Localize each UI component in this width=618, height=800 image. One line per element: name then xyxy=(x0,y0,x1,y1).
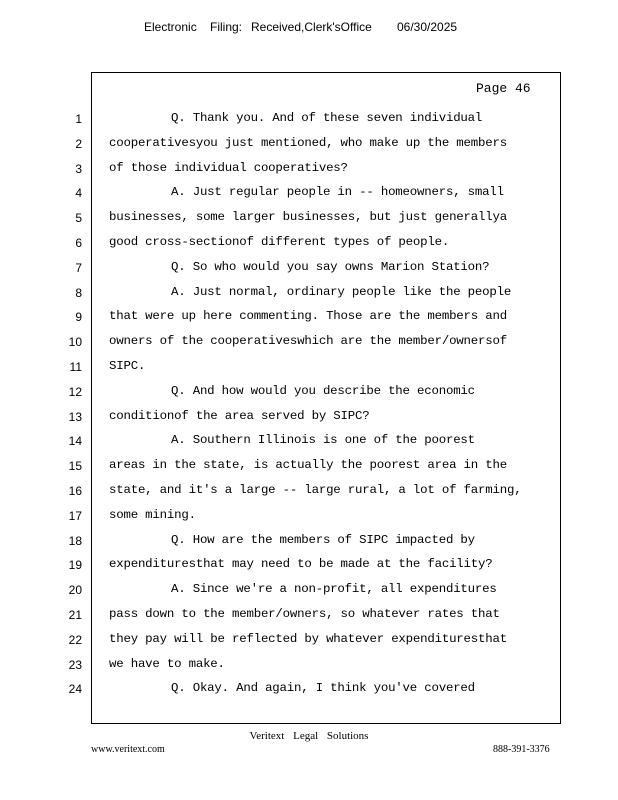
transcript-line xyxy=(0,479,618,504)
transcript-line xyxy=(0,281,618,306)
transcript-line xyxy=(0,330,618,355)
line-number: 21 xyxy=(68,607,82,622)
line-text: Q. And how would you describe the economic xyxy=(171,383,475,398)
transcript-line xyxy=(0,653,618,678)
line-number: 16 xyxy=(68,483,82,498)
line-number: 23 xyxy=(68,657,82,672)
transcript-line xyxy=(0,454,618,479)
transcript-line xyxy=(0,380,618,405)
transcript-line xyxy=(0,628,618,653)
transcript-line xyxy=(0,603,618,628)
transcript-line xyxy=(0,429,618,454)
line-text: of those individual cooperatives? xyxy=(109,160,348,175)
header-received: Received,Clerk'sOffice xyxy=(251,20,372,34)
line-text: that were up here commenting. Those are the members and xyxy=(109,309,507,324)
line-number: 1 xyxy=(75,112,82,126)
transcript-line xyxy=(0,256,618,281)
transcript-line xyxy=(0,157,618,182)
line-number: 17 xyxy=(68,508,82,523)
header-filing: Filing: xyxy=(210,20,243,34)
line-number: 8 xyxy=(75,285,82,300)
header-electronic: Electronic xyxy=(144,20,197,34)
line-text: cooperativesyou just mentioned, who make up the members xyxy=(109,135,507,150)
line-text: conditionof the area served by SIPC? xyxy=(109,408,370,423)
transcript-line xyxy=(0,107,618,132)
line-number: 5 xyxy=(75,211,82,226)
line-text: they pay will be reflected by whatever expendituresthat xyxy=(109,631,507,646)
line-text: we have to make. xyxy=(109,656,225,671)
transcript-line xyxy=(0,504,618,529)
line-number: 19 xyxy=(68,558,82,573)
filing-stamp-header xyxy=(0,20,618,38)
transcript-line xyxy=(0,305,618,330)
line-number: 20 xyxy=(68,583,82,598)
line-number: 13 xyxy=(68,409,82,424)
line-number: 2 xyxy=(75,136,82,151)
line-number: 22 xyxy=(68,632,82,647)
line-text: businesses, some larger businesses, but just generallya xyxy=(109,210,507,225)
line-text: state, and it's a large -- large rural, a lot of farming, xyxy=(109,482,522,497)
line-number: 15 xyxy=(68,459,82,474)
footer-company: Veritext Legal Solutions xyxy=(249,730,369,742)
footer-website: www.veritext.com xyxy=(91,744,165,755)
transcript-line xyxy=(0,132,618,157)
line-text: some mining. xyxy=(109,507,196,522)
line-number: 18 xyxy=(68,533,82,548)
transcript-line xyxy=(0,578,618,603)
line-text: owners of the cooperativeswhich are the member/ownersof xyxy=(109,334,507,349)
transcript-line xyxy=(0,405,618,430)
line-number: 7 xyxy=(75,260,82,275)
transcript-line xyxy=(0,553,618,578)
line-text: A. Southern Illinois is one of the poorest xyxy=(171,433,475,448)
transcript-line xyxy=(0,231,618,256)
line-number: 11 xyxy=(69,359,82,374)
transcript-line xyxy=(0,529,618,554)
line-text: SIPC. xyxy=(109,358,146,373)
transcript-line xyxy=(0,206,618,231)
transcript-lines xyxy=(0,107,618,702)
line-text: A. Just regular people in -- homeowners, small xyxy=(171,185,504,200)
transcript-line xyxy=(0,677,618,702)
line-number: 10 xyxy=(68,335,82,350)
line-number: 12 xyxy=(68,384,82,399)
line-number: 14 xyxy=(68,434,82,449)
line-number: 9 xyxy=(75,310,82,325)
line-number: 4 xyxy=(75,186,82,201)
header-date: 06/30/2025 xyxy=(397,20,458,34)
line-text: pass down to the member/owners, so whatever rates that xyxy=(109,606,500,621)
line-text: A. Just normal, ordinary people like the people xyxy=(171,284,512,299)
line-text: expendituresthat may need to be made at the facility? xyxy=(109,557,493,572)
line-number: 3 xyxy=(75,161,82,176)
line-text: good cross-sectionof different types of people. xyxy=(109,234,450,249)
line-number: 24 xyxy=(68,682,82,697)
transcript-line xyxy=(0,355,618,380)
line-text: areas in the state, is actually the poorest area in the xyxy=(109,458,507,473)
transcript-line xyxy=(0,181,618,206)
line-text: Q. Okay. And again, I think you've covered xyxy=(171,681,475,696)
line-text: Q. Thank you. And of these seven individual xyxy=(171,111,483,125)
line-text: Q. So who would you say owns Marion Station? xyxy=(171,259,490,274)
line-text: Q. How are the members of SIPC impacted by xyxy=(171,532,475,547)
footer-phone: 888-391-3376 xyxy=(493,744,550,755)
page-number: Page 46 xyxy=(476,81,531,96)
line-text: A. Since we're a non-profit, all expenditures xyxy=(171,582,497,597)
line-number: 6 xyxy=(75,235,82,250)
